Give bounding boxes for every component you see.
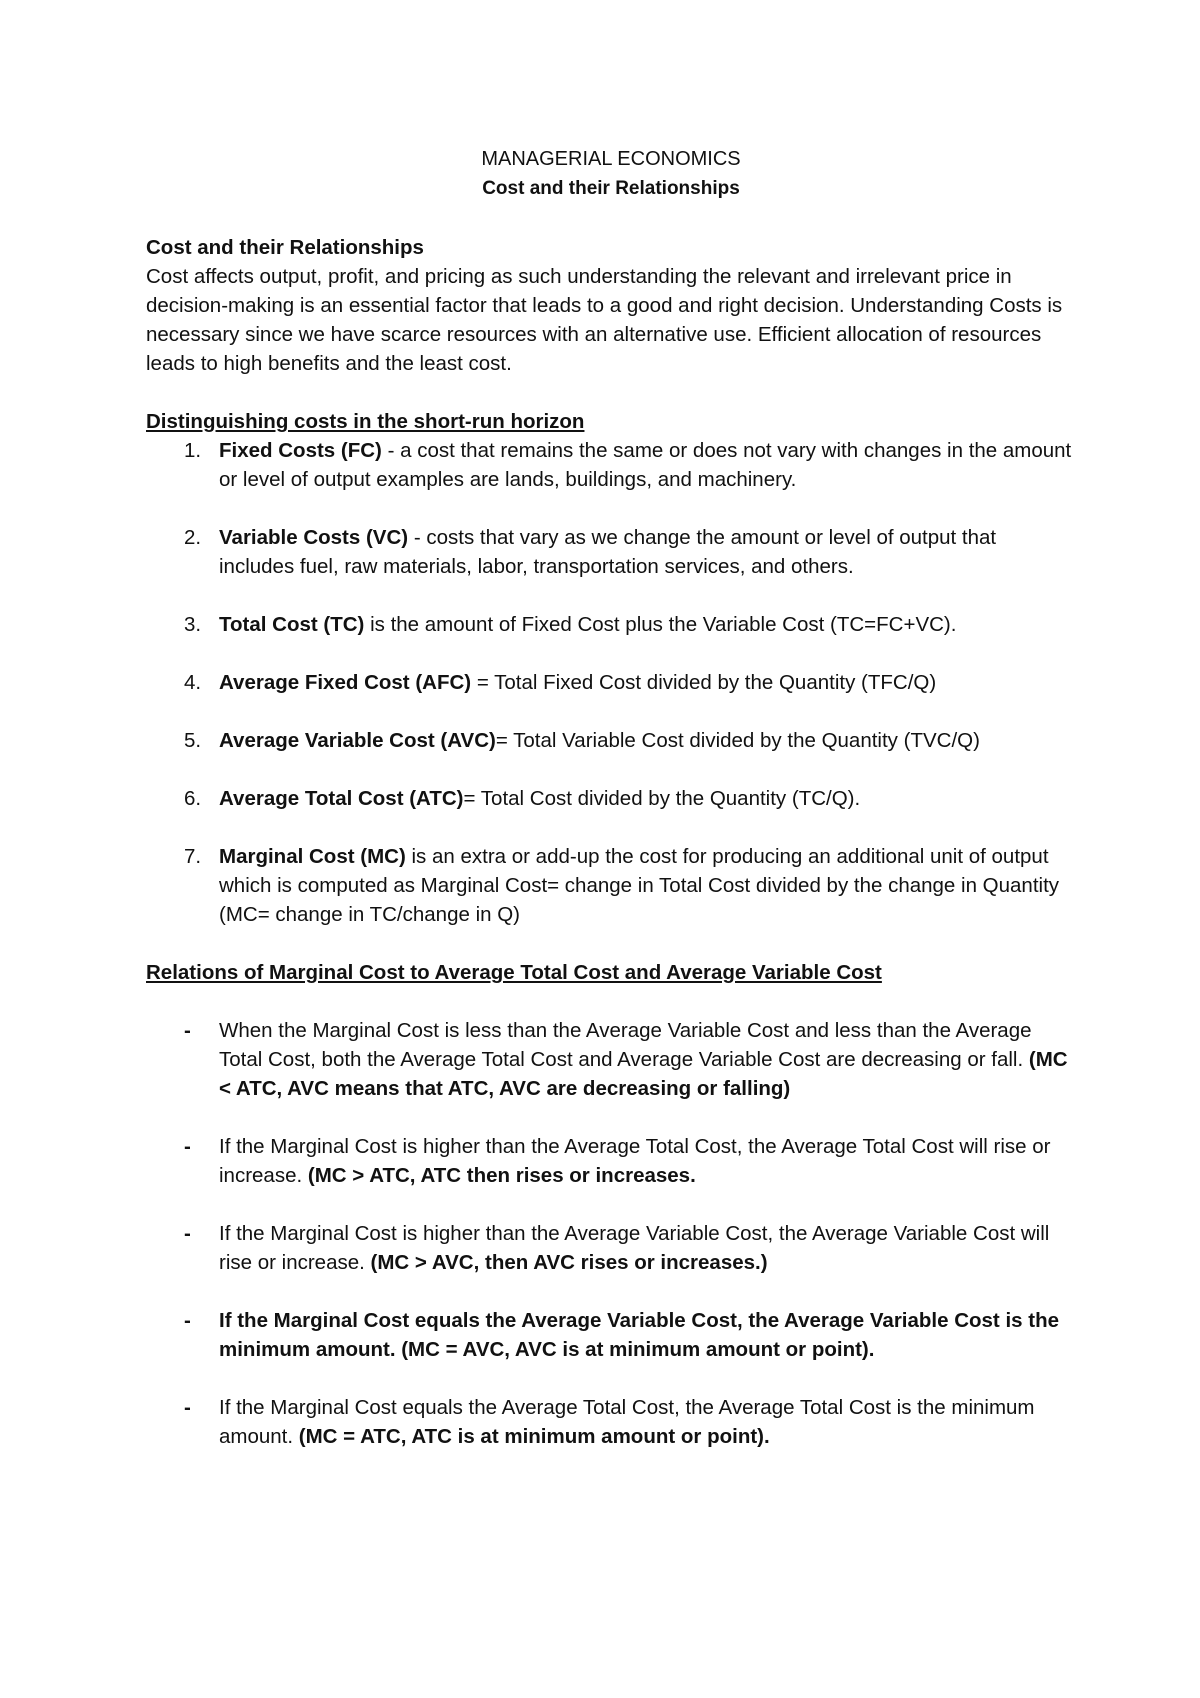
item-text: If the Marginal Cost is higher than the Average Variable Cost, the Average Variable Cost will rise or increase. (219, 1222, 1050, 1274)
list-item (146, 1306, 1076, 1364)
relations-heading: Relations of Marginal Cost to Average Total Cost and Average Variable Cost (146, 961, 882, 984)
item-term: Average Variable Cost (AVC) (219, 729, 496, 752)
item-text: - a cost that remains the same or does not vary with changes in the amount or level of output examples are lands, buildings, and machinery. (219, 439, 1072, 491)
cost-definitions-list (146, 436, 1076, 929)
item-number: 3. (184, 613, 202, 636)
item-text: is the amount of Fixed Cost plus the Variable Cost (TC=FC+VC). (364, 613, 957, 636)
item-term: Total Cost (TC) (219, 613, 365, 636)
list-item (146, 784, 1076, 813)
item-number: 2. (184, 526, 202, 549)
item-term: Average Fixed Cost (AFC) (219, 671, 472, 694)
item-number: 4. (184, 671, 202, 694)
item-text: When the Marginal Cost is less than the Average Variable Cost and less than the Average Total Cost, both the Average Total Cost and Average Variable Cost are decreasing or fall. (219, 1019, 1032, 1071)
bullet-dash: - (184, 1222, 191, 1245)
item-text: - costs that vary as we change the amount or level of output that includes fuel, raw materials, labor, transportation services, and others. (219, 526, 997, 578)
item-bold-text: (MC < ATC, AVC means that ATC, AVC are decreasing or falling) (219, 1048, 1068, 1100)
item-text: = Total Cost divided by the Quantity (TC/Q). (463, 787, 861, 810)
item-text: = Total Variable Cost divided by the Quantity (TVC/Q) (495, 729, 980, 752)
list-item (146, 726, 1076, 755)
list-item (146, 436, 1076, 494)
item-text: is an extra or add-up the cost for producing an additional unit of output which is computed as Marginal Cost= change in Total Cost divided by the change in Quantity (MC= change in TC/change in Q) (219, 845, 1060, 926)
item-term: Marginal Cost (MC) (219, 845, 406, 868)
document-content (146, 145, 1076, 1480)
short-run-heading: Distinguishing costs in the short-run horizon (146, 410, 585, 433)
bullet-dash: - (184, 1396, 191, 1419)
list-item (146, 1219, 1076, 1277)
intro-paragraph: Cost affects output, profit, and pricing as such understanding the relevant and irrelevant price in decision-making is an essential factor that leads to a good and right decision. Understanding Costs is necessary since we have scarce resources with an alternative use. Efficient allocation of resources leads to high benefits and the least cost. (146, 265, 1063, 375)
item-bold-text: (MC = ATC, ATC is at minimum amount or point). (298, 1425, 770, 1448)
item-term: Average Total Cost (ATC) (219, 787, 464, 810)
list-item (146, 1393, 1076, 1451)
document-title: MANAGERIAL ECONOMICS (481, 148, 741, 170)
list-item (146, 1132, 1076, 1190)
bullet-dash: - (184, 1019, 191, 1042)
item-number: 6. (184, 787, 202, 810)
item-bold-text: If the Marginal Cost equals the Average Variable Cost, the Average Variable Cost is the minimum amount. (MC = AVC, AVC is at minimum amount or point). (219, 1309, 1059, 1361)
item-bold-text: (MC > AVC, then AVC rises or increases.) (370, 1251, 768, 1274)
intro-heading: Cost and their Relationships (146, 236, 424, 259)
bullet-dash: - (184, 1135, 191, 1158)
item-term: Variable Costs (VC) (219, 526, 409, 549)
item-text: If the Marginal Cost equals the Average Total Cost, the Average Total Cost is the minimum amount. (219, 1396, 1035, 1448)
relations-list (146, 1016, 1076, 1451)
item-term: Fixed Costs (FC) (219, 439, 382, 462)
item-text: = Total Fixed Cost divided by the Quantity (TFC/Q) (471, 671, 937, 694)
item-number: 7. (184, 845, 202, 868)
document-subtitle: Cost and their Relationships (482, 178, 740, 199)
list-item (146, 668, 1076, 697)
list-item (146, 1016, 1076, 1103)
item-bold-text: (MC > ATC, ATC then rises or increases. (307, 1164, 696, 1187)
list-item (146, 610, 1076, 639)
bullet-dash: - (184, 1309, 191, 1332)
item-text: If the Marginal Cost is higher than the Average Total Cost, the Average Total Cost will rise or increase. (219, 1135, 1051, 1187)
list-item (146, 523, 1076, 581)
item-number: 5. (184, 729, 202, 752)
item-number: 1. (184, 439, 202, 462)
list-item (146, 842, 1076, 929)
